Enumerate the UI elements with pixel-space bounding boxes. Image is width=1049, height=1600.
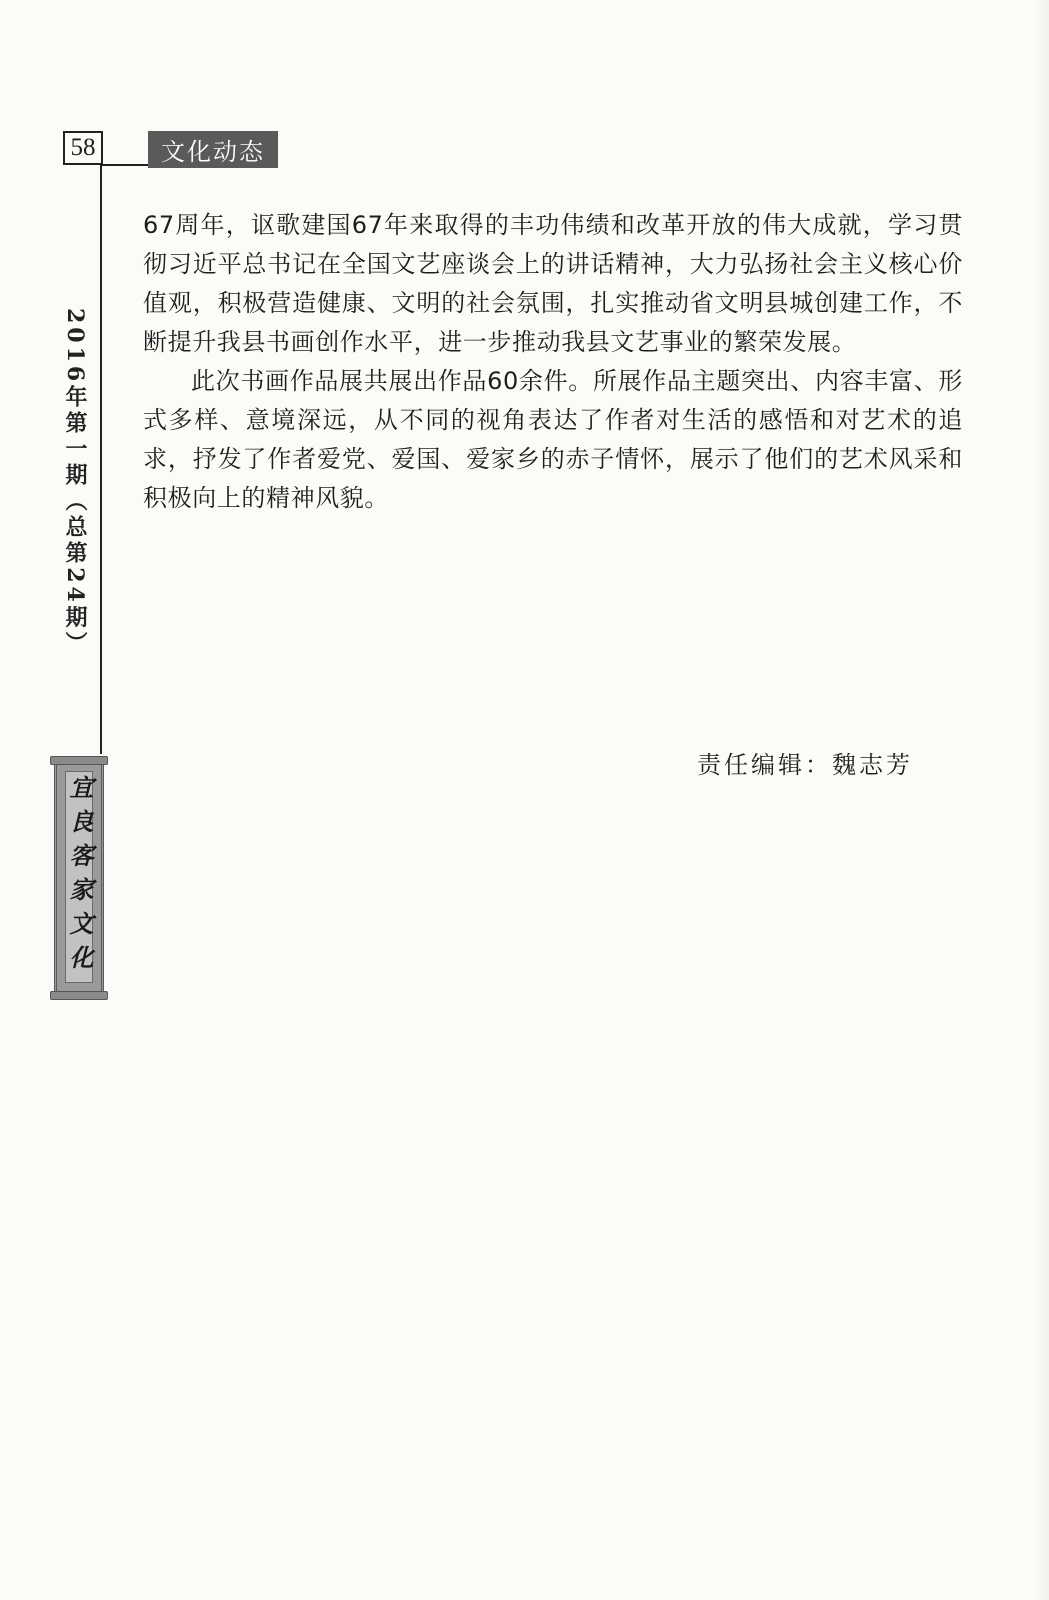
scroll-rod-top [50,756,108,765]
editor-credit: 责任编辑：魏志芳 [697,751,913,779]
page-number-text: 58 [70,134,96,161]
margin-rule [100,164,102,754]
page-number [63,131,103,165]
article-body [143,206,963,518]
scroll-panel [54,765,104,991]
scroll-emblem [50,756,108,1000]
issue-info: 2016年第一期（总第24期） [62,308,88,658]
section-title: 文化动态 [148,131,278,168]
paragraph-1: 67周年，讴歌建国67年来取得的丰功伟绩和改革开放的伟大成就，学习贯彻习近平总书记在全国文艺座谈会上的讲话精神，大力弘扬社会主义核心价值观，积极营造健康、文明的社会氛围，扎实推动省文明县城创建工作，不断提升我县书画创作水平，进一步推动我县文艺事业的繁荣发展。 [143,211,963,356]
scroll-rod-bottom [50,991,108,1000]
page-edge [1035,0,1049,1600]
emblem-calligraphy: 宜良客家文化 [65,771,93,983]
paragraph-2: 此次书画作品展共展出作品60余件。所展作品主题突出、内容丰富、形式多样、意境深远，从不同的视角表达了作者对生活的感悟和对艺术的追求，抒发了作者爱党、爱国、爱家乡的赤子情怀，展示了他们的艺术风采和积极向上的精神风貌。 [143,367,963,512]
